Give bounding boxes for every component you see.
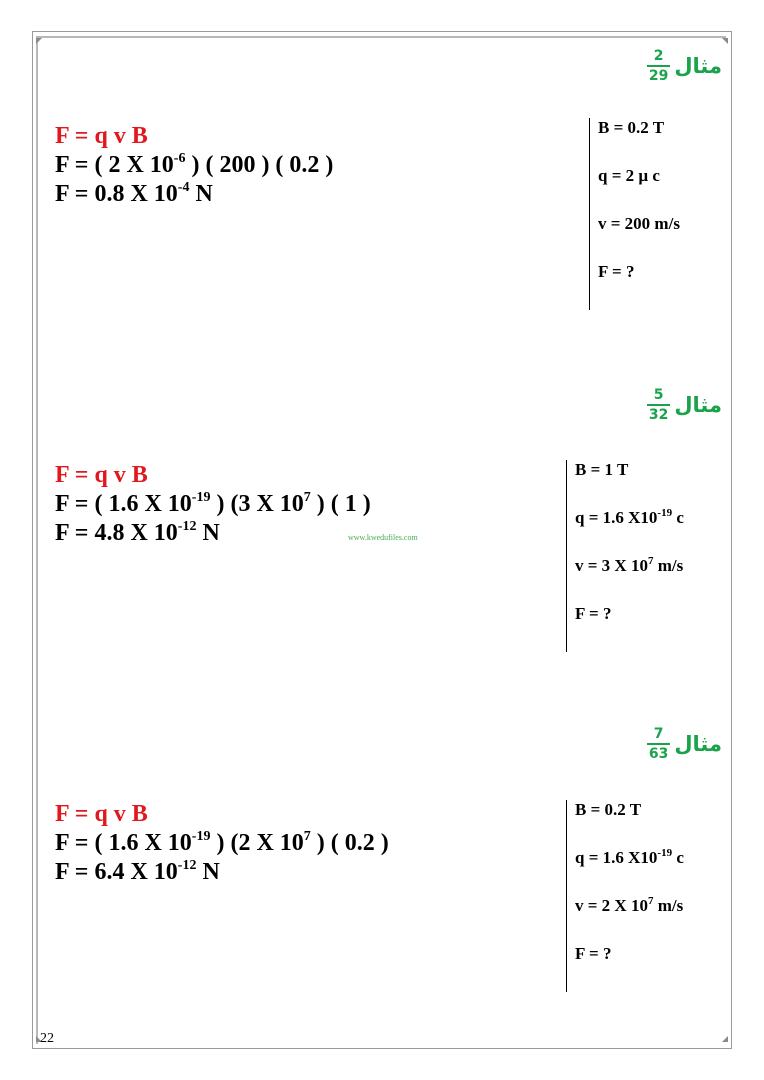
result-text: F = 6.4 X 10 [55, 859, 178, 885]
example-number-fraction [647, 48, 670, 84]
exponent: 7 [303, 490, 311, 505]
fraction-denominator: 29 [648, 68, 669, 84]
example-number-fraction [647, 726, 670, 762]
exponent: -4 [177, 180, 190, 195]
given-b: B = 0.2 T [575, 800, 642, 819]
substitution-text: ) ( 0.2 ) [310, 830, 389, 856]
substitution-text: ) (2 X 10 [210, 830, 304, 856]
frame-corner-bottom-right [722, 1036, 728, 1042]
given-q-text: q = 1.6 X10 [575, 508, 658, 527]
substitution-line [55, 151, 333, 180]
formula-line: F = q v B [55, 801, 148, 827]
result-unit: N [196, 859, 220, 885]
example-3-givens [566, 800, 684, 992]
fraction-bar [647, 404, 670, 406]
given-v [598, 214, 680, 262]
substitution-text: F = ( 2 X 10 [55, 152, 174, 178]
result-text: F = 4.8 X 10 [55, 520, 178, 546]
example-number-fraction [647, 387, 670, 423]
given-v-text: v = 2 X 10 [575, 896, 648, 915]
result-line [55, 519, 371, 548]
substitution-line [55, 829, 389, 858]
exponent: 7 [647, 555, 654, 567]
given-b: B = 0.2 T [598, 118, 665, 137]
substitution-line [55, 490, 371, 519]
given-q-unit: c [672, 508, 684, 527]
result-line [55, 858, 389, 887]
given-q-text: q = 1.6 X10 [575, 848, 658, 867]
example-2-solution [55, 461, 371, 548]
given-q [575, 508, 684, 556]
fraction-numerator: 5 [653, 387, 664, 403]
given-v-text: v = 3 X 10 [575, 556, 648, 575]
example-label: مثال [674, 54, 722, 78]
example-2-givens [566, 460, 684, 652]
fraction-numerator: 2 [653, 48, 664, 64]
fraction-denominator: 32 [648, 407, 669, 423]
given-v [575, 896, 684, 944]
example-3-solution [55, 800, 389, 887]
fraction-numerator: 7 [653, 726, 664, 742]
exponent: -19 [657, 847, 673, 859]
fraction-denominator: 63 [648, 746, 669, 762]
example-label: مثال [674, 732, 722, 756]
substitution-text: ) ( 1 ) [310, 491, 371, 517]
exponent: -19 [191, 490, 211, 505]
given-f: F = ? [598, 262, 635, 281]
given-v-unit: m/s [653, 556, 684, 575]
exponent: -6 [173, 151, 186, 166]
result-unit: N [196, 520, 220, 546]
fraction-bar [647, 743, 670, 745]
given-q-unit: c [672, 848, 684, 867]
given-v [575, 556, 684, 604]
exponent: -12 [177, 519, 197, 534]
exponent: -19 [657, 507, 673, 519]
frame-corner-top-left [36, 38, 42, 44]
given-q [598, 166, 680, 214]
given-v-unit: m/s [653, 896, 684, 915]
example-2-heading [647, 387, 722, 423]
example-label: مثال [674, 393, 722, 417]
given-b: B = 1 T [575, 460, 629, 479]
exponent: 7 [647, 895, 654, 907]
frame-corner-top-right [722, 38, 728, 44]
result-line [55, 180, 333, 209]
example-1-solution [55, 122, 333, 209]
given-q [575, 848, 684, 896]
formula-line: F = q v B [55, 123, 148, 149]
given-f: F = ? [575, 604, 612, 623]
example-1-givens [589, 118, 680, 310]
given-f: F = ? [575, 944, 612, 963]
fraction-bar [647, 65, 670, 67]
example-3-heading [647, 726, 722, 762]
substitution-text: ) (3 X 10 [210, 491, 304, 517]
given-v-text: v = 200 m/s [598, 214, 680, 233]
watermark-text: www.kwedufiles.com [348, 533, 418, 542]
formula-line: F = q v B [55, 462, 148, 488]
exponent: 7 [303, 829, 311, 844]
result-unit: N [189, 181, 213, 207]
result-text: F = 0.8 X 10 [55, 181, 178, 207]
example-1-heading [647, 48, 722, 84]
substitution-text: F = ( 1.6 X 10 [55, 491, 192, 517]
exponent: -19 [191, 829, 211, 844]
exponent: -12 [177, 858, 197, 873]
given-q-text: q = 2 µ c [598, 166, 660, 185]
page-number: 22 [40, 1031, 54, 1046]
substitution-text: F = ( 1.6 X 10 [55, 830, 192, 856]
substitution-text: ) ( 200 ) ( 0.2 ) [185, 152, 334, 178]
